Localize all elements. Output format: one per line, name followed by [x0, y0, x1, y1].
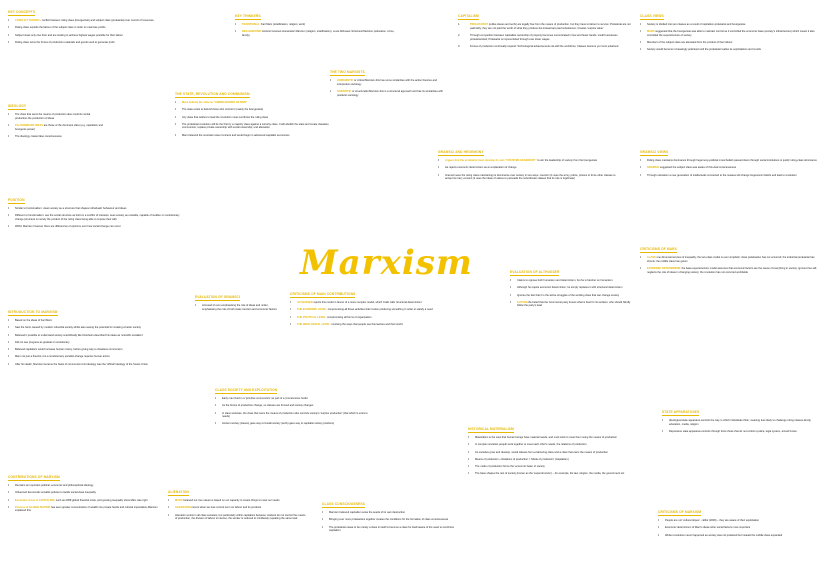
item-text: : compromising all forms of organisation [325, 315, 372, 319]
item-text: The class that owns the means of production also controls mental production-the production of ideas [15, 113, 91, 120]
highlight-term: HUMANISTIC [337, 79, 354, 83]
section-heading: GRAMSCI AND HEGEMONY [438, 150, 484, 156]
section [662, 410, 812, 437]
list-item [290, 308, 490, 312]
item-text: Society would become increasingly polarised until the proletariat realise its exploitations and revolts [647, 48, 761, 52]
section-heading: IDEOLOGY [8, 104, 26, 110]
section-heading: CONTRIBUTIONS OF MARXISM [8, 475, 60, 481]
list-item [322, 526, 462, 533]
item-text: Influenced democratic socialist policies to tackle social-class inequality [15, 491, 96, 495]
section-heading: GRAMSCI VIEWS [640, 150, 668, 156]
item-text: The ideology create false consciousness [15, 134, 62, 138]
item-text: The proletariat cease to be merely a class in itself to become a class for itself-aware of the need to overthrow capitalism [329, 525, 454, 533]
section-heading: STATE APPARATUSES [662, 410, 699, 416]
list-item [215, 422, 375, 426]
section-heading: KEY THINKERS [235, 14, 261, 20]
list-item [640, 256, 818, 263]
list-item [458, 34, 633, 41]
item-text: occurs when we lose control over our labour and its products [190, 506, 262, 510]
list-item [8, 214, 188, 221]
list-item [322, 511, 462, 515]
section-heading: CLASS SOCIETY AND EXPLOITATION [215, 388, 277, 394]
item-text: are those of the dominant class (e.g. capitalism and bourgeois power) [15, 124, 103, 131]
section-heading: EVALUATION OF ALTHUSSER [510, 270, 559, 276]
item-text: He rejects economic determinism as an explanation of change [445, 166, 517, 170]
item-text: -the belief that the Communist party knows what is best for its workers, who should blindly follow the party's lead [517, 300, 631, 308]
list-item [640, 166, 820, 170]
section-heading: CRITICISMS OF MAIN CONTRIBUTIONS [290, 292, 355, 298]
item-text: As the forces of production change, so classes are formed and society changes [222, 404, 314, 408]
list-item [468, 451, 628, 455]
item-text: : Karl Marx (stratification, religion, work) [259, 23, 306, 27]
list-item [640, 174, 820, 178]
item-text: After his death, Marxism became the basis of communism-his ideology was the 'official' ideology of the Soviet Union [15, 362, 148, 366]
highlight-term: PROLETARIAT [470, 23, 489, 27]
list-item [8, 135, 103, 139]
item-text: In complex societies people work together to meet each other's needs, the relations of production [475, 443, 587, 447]
item-text: has seen greater concentration of wealth into private hands and cultural imperialism-Marxism explained this [15, 505, 158, 513]
item-text: or structuralist Marxism-this is a structural approach and has its similarities with positivist sociology [337, 90, 443, 97]
item-text: As societies grow and develop, social classes form-a labouring class and a class that owns the means of production [475, 450, 608, 454]
list-item [330, 90, 450, 97]
section [8, 310, 163, 370]
item-text: or critical Marxism-this has some similarities with the action theories and interpretive sociology [337, 79, 437, 86]
highlight-term: GRAMSCI [647, 166, 660, 170]
list-item [290, 323, 490, 327]
item-text: In class societies, the class that owns the means of production also controls society's 'surplus production' (that which is extra to needs) [222, 411, 368, 419]
list-item [175, 108, 335, 112]
list-item [438, 159, 623, 163]
list-item [8, 348, 163, 352]
list-item [175, 101, 335, 105]
list-item [8, 41, 188, 45]
list-item [8, 26, 188, 30]
item-text: Different to functionalism: see the social structure as built on a conflict of interests; sees society as unstable, capable of sudden or revolutionary change (structure is merely the product of the ruling class being able to impose their will) [15, 214, 180, 222]
list-item [438, 166, 623, 170]
item-text: Repressive state apparatus-controls through force those that do not conform-police, legal system, armed forces [669, 430, 797, 434]
list-item [8, 207, 188, 211]
item-text: Marx believed the revolution was imminent and would begin in advanced capitalist economies [182, 133, 290, 137]
item-text: to win the leadership of society from the bourgeoisie [536, 159, 598, 163]
highlight-term: THE POLITICAL LEVEL [297, 315, 326, 319]
item-text: Society is divided into two classes as a result of capitalism-proletariat and bourgeoisie [647, 23, 746, 27]
list-item [235, 30, 400, 37]
highlight-term: MARX [175, 499, 183, 503]
item-text: Materialism is the view that human beings have material needs, and must work to meet them using the means of production [475, 436, 617, 440]
item-text: one dimensional view of inequality; the two-class model is over simplistic; class polarisation has not occurred; the industrial proletariat has shrunk; the middle class has grown [647, 256, 815, 263]
item-text: The proletariat revolution will be the first by a majority class against a minority class. It will abolish the state and create classless communism; replace private ownership with social ownership; end alienation [182, 122, 329, 130]
item-text: Economic determinism of Marx's ideas-other social factors more important [665, 526, 751, 530]
section [8, 104, 103, 142]
item-text: : involving the ways that people see themselves and their world. [329, 322, 404, 326]
item-text: Any class that wishes to lead the revolution must overthrow the ruling class [182, 115, 269, 119]
item-text: Although he rejects economic determinism, he simply replaces it with structural determinism [517, 286, 623, 290]
section [458, 14, 633, 52]
list-item [8, 499, 158, 503]
list-item [662, 430, 812, 434]
section [438, 150, 623, 184]
section-heading: INTRODUCTION TO MARXISM [8, 310, 58, 316]
list-item [175, 116, 335, 120]
list-item [8, 341, 163, 345]
section-heading: CRITICISMS OF MARXISM [658, 510, 701, 516]
list-item [8, 124, 103, 131]
list-item [468, 458, 628, 462]
list-item [468, 443, 628, 447]
item-text: rejects this model in favour of a more complex model, which Craib calls 'structural determinism' [312, 301, 423, 305]
list-item [8, 491, 158, 495]
item-text: Accused of over-emphasising the role of ideas and under-emphasising the role of both state coercion and economic factors [202, 304, 277, 311]
section [640, 14, 815, 56]
list-item [290, 316, 490, 320]
item-text: Similar to functionalism: views society as a structure that shapes individuals' behaviour and ideas [15, 207, 127, 211]
highlight-term: CLASS [647, 256, 656, 260]
section [468, 427, 628, 480]
list-item [510, 294, 635, 298]
item-text: The mode of production forms the 'economic base' of society [475, 465, 545, 469]
item-text: (unlike slaves and serfs) are legally free from the means of production, but they have to labour to survive: Proletariat are not paid fairly, they are not paid the worth of what they produce-but instead are paid subsistence; Creates 'surplus value' [470, 23, 631, 30]
item-text: Bringing ever more proletarians together creates the conditions for the formation of class consciousness [329, 518, 449, 522]
item-number: 2. [458, 34, 461, 38]
section [195, 295, 280, 315]
highlight-term: CONFLICT THEORY [15, 19, 40, 23]
item-text: , such as 2008 global financial crisis, and growing inequality show Marx was right [54, 498, 148, 502]
item-text: Marx not just a theorist, but a revolutionary socialist-change requires human action [15, 355, 110, 359]
list-item [640, 267, 818, 274]
section-heading: EVALUATION OF GRAMSCI [195, 295, 240, 301]
section [322, 502, 462, 536]
section-heading: ALIENATION [168, 490, 189, 496]
section [290, 292, 490, 330]
highlight-term: ALIENATION [175, 506, 191, 510]
item-text: : the base-superstructure model assumes that economic factors are the cause of everything in society; ignores free will; neglects the role of ideas in changing society; the revolution has not occurred worldwide [647, 267, 817, 274]
section [8, 198, 188, 232]
list-item [168, 506, 308, 510]
list-item [8, 34, 188, 38]
list-item [235, 23, 400, 27]
highlight-term: Process of GLOBALISATION [15, 505, 51, 509]
list-item [195, 304, 280, 311]
list-item [8, 19, 188, 23]
list-item [458, 23, 633, 30]
item-number: 3. [458, 44, 461, 48]
list-item [8, 484, 158, 488]
highlight-term: ECONOMIC DETERMINISM [647, 267, 681, 271]
section [640, 247, 818, 278]
highlight-term: The DOMINANT IDEAS [15, 124, 43, 128]
item-text: – conflict between ruling class (bourgeoisie) and subject class (proletariat) over control of resources [39, 19, 154, 23]
list-item [8, 113, 103, 120]
item-text: The state exists to defend those who control it (mainly the bourgeoisie) [182, 108, 264, 112]
list-item [175, 123, 335, 130]
item-text: Alienation exists in all class societies, but particularly within capitalism because: workers do not control the means of production, the division of labour is intense, the worker is reduced to mindlessly repeating the same task. [175, 513, 306, 521]
list-item [215, 404, 375, 408]
section-heading: CRITICISMS OF MARX [640, 247, 677, 253]
section-heading: HISTORICAL MATERIALISM [468, 427, 514, 433]
item-text: Subject class only own their and are looking to achieve highest wages possible for their labour [15, 33, 123, 37]
list-item [640, 48, 815, 52]
highlight-term: Marx defined the state as "ARMED BODIES OF MEN" [182, 101, 248, 105]
list-item [468, 436, 628, 440]
page-title: Marxism [300, 243, 473, 283]
highlight-term: ALTHUSSER [297, 301, 313, 305]
item-text: Ignores the fact that it is the active struggles of the working class that can change society [517, 293, 620, 297]
section [175, 92, 335, 141]
item-text: Through education a new generation of intellectuals connected to the masses will change hegemonic beliefs and lead to revolution [647, 173, 797, 177]
list-item [8, 355, 163, 359]
highlight-term: THE ECONOMIC LEVEL [297, 308, 327, 312]
list-item [8, 225, 188, 229]
list-item [640, 23, 815, 27]
section-heading: CLASS CONSCIOUSNESS [322, 502, 365, 508]
list-item [510, 279, 635, 283]
list-item [658, 519, 823, 523]
item-number: 1. [458, 23, 461, 27]
section [330, 70, 450, 101]
item-text: believed our true nature is based on our capacity to create things to meet our needs [182, 499, 280, 503]
list-item [468, 465, 628, 469]
item-text: Saw the harm caused by modern industrial society whilst also seeing the potential for creating a better society [15, 326, 141, 330]
highlight-term: ELITISM [517, 300, 528, 304]
list-item [510, 286, 635, 290]
item-text: Gramsci sees the ruling class maintaining its dominance over society in two ways: coercion (it uses the army, police, prisons to force other classes to accept its rule); consent (it uses the ideas of values to persuade the subordinate classes that its rule is legitimate) [445, 173, 616, 181]
item-text: Did not see progress as gradual or evolutionary [15, 340, 70, 344]
list-item [458, 45, 633, 49]
list-item [168, 514, 308, 521]
item-text: Members of the subject class are alienated from the product of their labour [647, 41, 733, 45]
item-text: Believed capitalism would increase human misery, before giving way to classless communism [15, 348, 123, 352]
item-text: Through competition between capitalists ownership of property becomes concentrated in few and fewer hands: small businesses proletarianized; Proletariat is impoverished through ever lower wages [470, 34, 618, 41]
section-heading: THE STATE, REVOLUTION AND COMMUNISM [175, 92, 250, 98]
list-item [290, 301, 490, 305]
item-text: Marxism believed capitalism sows the seeds of its own destruction [329, 511, 406, 515]
list-item [8, 506, 158, 513]
list-item [322, 518, 462, 522]
section [8, 475, 158, 517]
list-item [662, 419, 812, 426]
list-item [468, 472, 628, 476]
item-text: People are not 'cultural dopes' – Elliot (2009) – they are aware of their exploitation [665, 519, 759, 523]
highlight-term: SCIENTIFIC [337, 90, 352, 94]
item-text: Ruling class exploits the labour of the subject class in order to maximise profits [15, 26, 106, 30]
section-heading: CAPITALISM [458, 14, 479, 20]
highlight-term: Argues that the proletariat must develop its own "COUNTER-HEGEMONY" [445, 159, 537, 163]
list-item [640, 159, 820, 163]
item-text: suggested that the bourgeoisie was able to maintain control as it controlled the economic base (society's infrastructure) which meant it also controlled the superstructure of society [647, 30, 815, 38]
item-text: Ruling class maintains dominance through hegemony-political moral beliefs passed down through social institutions to justify ruling-class dominance [647, 159, 817, 163]
item-text: suggested the subject class was aware of this-dual consciousness [659, 166, 737, 170]
item-text: Remains an important political, economic and philosophical ideology [15, 484, 94, 488]
item-text: Believed it possible to understand society scientifically like Durkheim-described his ideas as 'scientific socialism' [15, 333, 144, 337]
list-item [8, 334, 163, 338]
list-item [175, 134, 335, 138]
item-text: Early man lived in a 'primitive communism' as part of a 'promiscuous horde' [222, 397, 309, 401]
item-text: Means of production + Relations of production = 'Mode of production' (Capitalism) [475, 457, 569, 461]
section [215, 388, 375, 430]
section [510, 270, 635, 312]
list-item [438, 174, 623, 181]
list-item [215, 412, 375, 419]
list-item [510, 301, 635, 308]
section-heading: THE TWO MARXISTS [330, 70, 365, 76]
section-heading: CLASS VIEWS [640, 14, 664, 20]
item-text: Based on the ideas of Karl Marx [15, 319, 52, 323]
item-text: Ancient society (slaves) gave way to feudal society (serfs) gave way to capitalist society (workers) [222, 422, 335, 426]
list-item [658, 526, 823, 530]
list-item [168, 499, 308, 503]
section [640, 150, 820, 181]
item-text: Ideological state apparatus-controls the way in which individuals think, meaning less likely to challenge ruling classes-family, education, media, religion [669, 419, 812, 426]
item-text: Claims to oppose both humanism and determinism, but he is harsher on humanism. [517, 279, 614, 283]
list-item [8, 319, 163, 323]
item-text: : Antonio Gramsci-Humanistic Marxism (religion, stratification), Louis Althusser-Structural Marxism (education, crime, family) [242, 30, 395, 38]
item-text: The base shapes the rest of society (known as the 'superstructure') – for example, the law, religion, the media, the government etc. [475, 472, 625, 476]
item-text: : compromising all those activities that involve producing something in order to satisfy a need [326, 308, 433, 312]
section-heading: POSITION [8, 198, 25, 204]
highlight-term: NEO-MARXISM [242, 30, 261, 34]
list-item [8, 326, 163, 330]
item-text: Within Marxism however there are differences of opinions over how social change can occur [15, 225, 121, 229]
list-item [658, 534, 823, 538]
list-item [640, 41, 815, 45]
item-text: Weber-revolution never happened as society was not polarised but instead the middle class expanded [665, 533, 783, 537]
list-item [640, 30, 815, 37]
item-text: Forces of production continually expand: Technological advancements de-skill the workforce; Classes become yet more polarised [470, 44, 619, 48]
section [168, 490, 308, 524]
list-item [8, 363, 163, 367]
section-heading: KEY CONCEPTS [8, 10, 35, 16]
highlight-term: THE IDEOLOGICAL LEVEL [297, 322, 330, 326]
highlight-term: TRADITIONAL [242, 23, 260, 27]
list-item [215, 397, 375, 401]
section [235, 14, 400, 41]
list-item [330, 79, 450, 86]
section [8, 10, 188, 48]
highlight-term: MARX [647, 30, 655, 34]
item-text: Ruling class owns the forces of production-materials and goods used to generate profit [15, 40, 115, 44]
section [658, 510, 823, 541]
highlight-term: Economic crisis of CAPITALISM [15, 498, 55, 502]
